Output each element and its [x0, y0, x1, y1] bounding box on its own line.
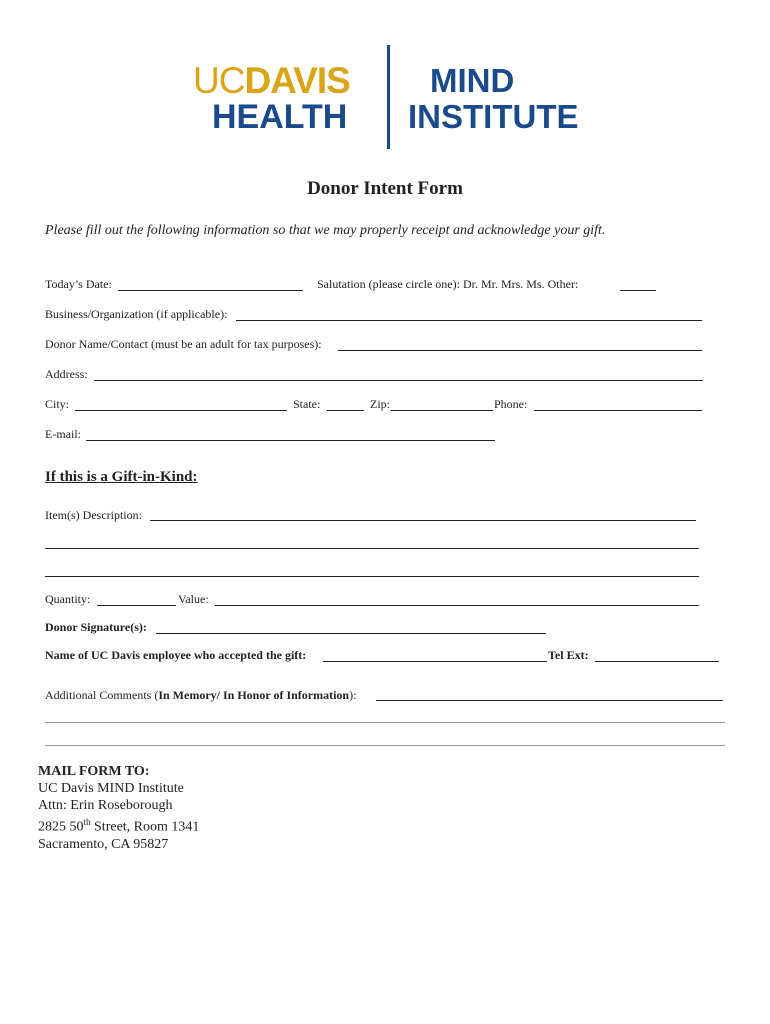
comments-label-start: Additional Comments ( — [45, 688, 159, 702]
city-field[interactable] — [75, 410, 287, 411]
donor-signature-field[interactable] — [156, 633, 546, 634]
mail-heading: MAIL FORM TO: — [38, 764, 150, 779]
phone-field[interactable] — [534, 410, 702, 411]
logo-institute: INSTITUTE — [408, 98, 579, 135]
additional-comments-field[interactable] — [376, 700, 723, 701]
additional-comments-label — [45, 688, 356, 703]
logo-mind: MIND — [430, 62, 515, 99]
state-label: State: — [293, 397, 321, 411]
additional-comments-line-2[interactable] — [45, 722, 725, 723]
todays-date-label: Today’s Date: — [45, 277, 112, 291]
zip-label: Zip: — [370, 397, 390, 411]
zip-field[interactable] — [391, 410, 493, 411]
value-label: Value: — [178, 592, 209, 606]
todays-date-field[interactable] — [118, 290, 303, 291]
quantity-field[interactable] — [97, 605, 176, 606]
city-label: City: — [45, 397, 70, 411]
value-field[interactable] — [215, 605, 699, 606]
salutation-other-field[interactable] — [620, 290, 656, 291]
quantity-label: Quantity: — [45, 592, 91, 606]
mail-street-suffix: th — [83, 817, 91, 827]
uc-davis-health-logo — [193, 62, 350, 134]
comments-label-end: ): — [349, 688, 357, 702]
mail-line-2: Attn: Erin Roseborough — [38, 798, 173, 813]
donor-name-field[interactable] — [338, 350, 702, 351]
mail-line-4: Sacramento, CA 95827 — [38, 836, 169, 852]
additional-comments-line-3[interactable] — [45, 745, 725, 746]
state-field[interactable] — [327, 410, 364, 411]
phone-label: Phone: — [494, 397, 528, 411]
intro-text: Please fill out the following information so that we may properly receipt and acknowledge your gift. — [45, 223, 606, 238]
items-description-field[interactable] — [150, 520, 696, 521]
tel-ext-field[interactable] — [595, 661, 719, 662]
items-description-label: Item(s) Description: — [45, 508, 142, 522]
mail-street-rest: Street, Room 1341 — [90, 819, 200, 835]
page-title: Donor Intent Form — [307, 178, 463, 199]
mail-street-number: 2825 50 — [38, 819, 84, 835]
employee-name-field[interactable] — [323, 661, 547, 662]
mail-address-block — [38, 763, 199, 853]
tel-ext-label: Tel Ext: — [548, 648, 589, 662]
items-description-line-3[interactable] — [45, 576, 699, 577]
logo-divider — [387, 45, 390, 149]
logo-uc: UC — [193, 60, 245, 101]
address-label: Address: — [45, 367, 88, 381]
mail-line-1: UC Davis MIND Institute — [38, 781, 184, 796]
business-label: Business/Organization (if applicable): — [45, 307, 228, 321]
comments-label-bold: In Memory/ In Honor of Information — [158, 688, 350, 702]
mail-line-3 — [38, 814, 199, 836]
employee-name-label: Name of UC Davis employee who accepted the gift: — [45, 648, 307, 662]
salutation-label: Salutation (please circle one): Dr. Mr. Mrs. Ms. Other: — [317, 277, 579, 291]
logo-health: HEALTH — [212, 98, 348, 136]
logo-davis: DAVIS — [244, 60, 350, 101]
mind-institute-logo — [408, 64, 579, 133]
address-field[interactable] — [94, 380, 703, 381]
gift-in-kind-heading: If this is a Gift-in-Kind: — [45, 469, 198, 485]
items-description-line-2[interactable] — [45, 548, 699, 549]
business-field[interactable] — [236, 320, 702, 321]
email-label: E-mail: — [45, 427, 81, 441]
donor-signature-label: Donor Signature(s): — [45, 620, 147, 634]
donor-name-label: Donor Name/Contact (must be an adult for tax purposes): — [45, 337, 322, 351]
email-field[interactable] — [86, 440, 495, 441]
